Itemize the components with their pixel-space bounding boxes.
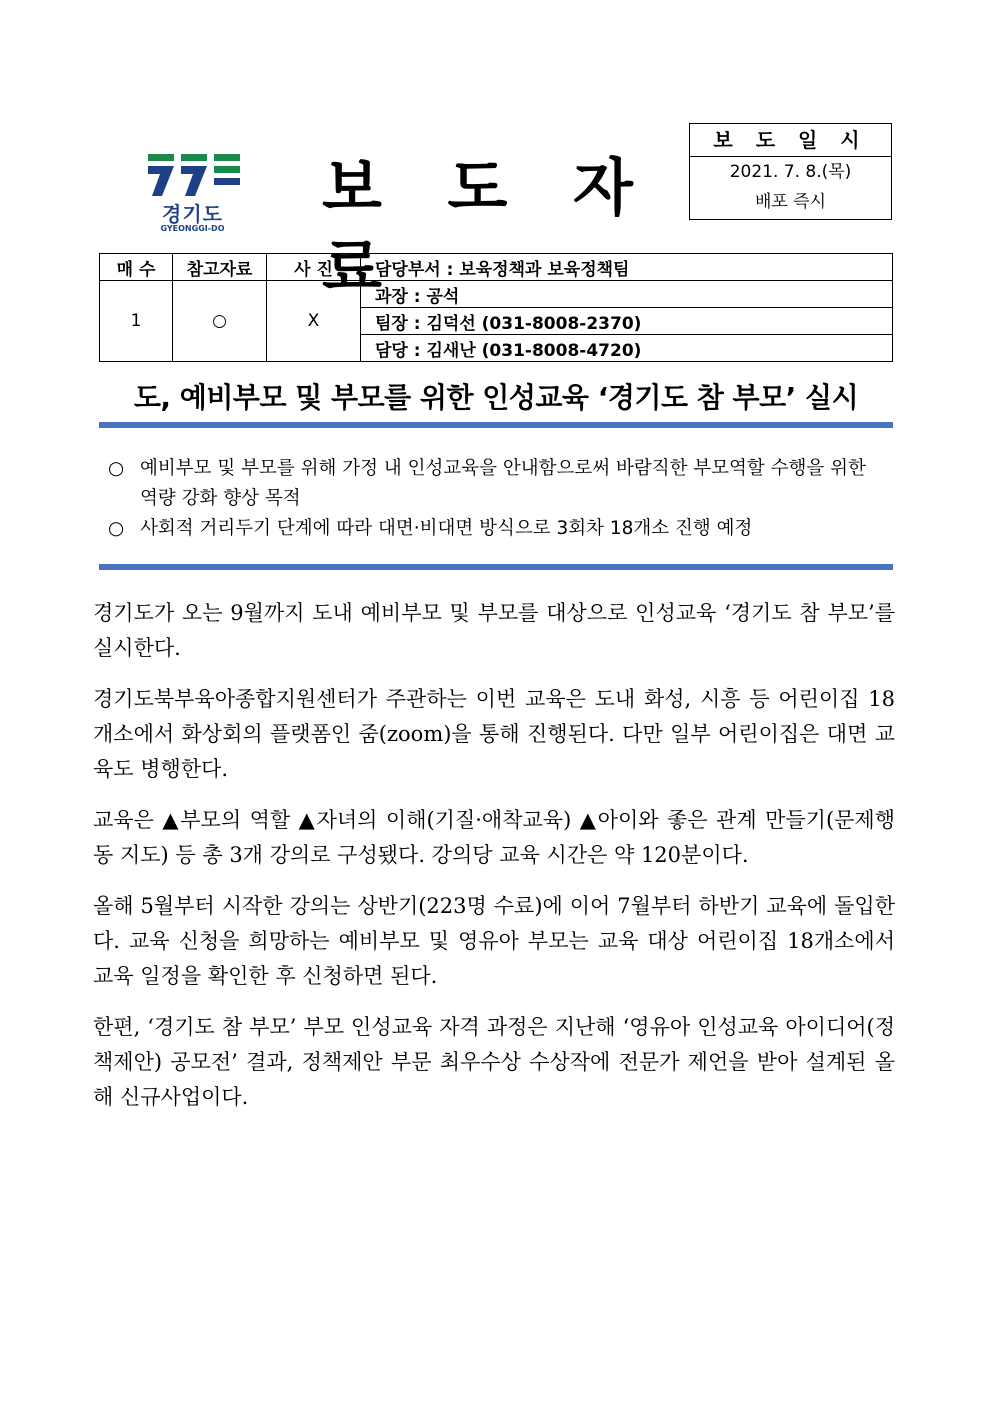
summary-text: 예비부모 및 부모를 위해 가정 내 인성교육을 안내함으로써 바람직한 부모역할 수행을 위한 역량 강화 향상 목적 bbox=[140, 458, 866, 509]
director: 과장 : 공석 bbox=[361, 281, 893, 308]
release-date-box bbox=[689, 123, 892, 220]
body-paragraph: 올해 5월부터 시작한 강의는 상반기(223명 수료)에 이어 7월부터 하반기 교육에 돌입한다. 교육 신청을 희망하는 예비부모 및 영유아 부모는 교육 대상 어린이집 18개소에서 교육 일정을 확인한 후 신청하면 된다. bbox=[93, 894, 895, 988]
staff-contact: 담당 : 김새난 (031-8008-4720) bbox=[361, 335, 893, 362]
document-title: 보 도 자 료 bbox=[322, 151, 655, 304]
header-attachments: 참고자료 bbox=[173, 254, 267, 281]
logo-subtext: GYEONGGI-DO bbox=[160, 224, 225, 233]
summary-item bbox=[108, 514, 888, 544]
body-paragraph: 경기도북부육아종합지원센터가 주관하는 이번 교육은 도내 화성, 시흥 등 어린이집 18개소에서 화상회의 플랫폼인 줌(zoom)을 통해 진행된다. 다만 일부 어린이집은 대면 교육도 병행한다. bbox=[93, 687, 895, 781]
team-leader: 팀장 : 김덕선 (031-8008-2370) bbox=[361, 308, 893, 335]
release-header: 보 도 일 시 bbox=[690, 124, 891, 157]
release-date: 2021. 7. 8.(목) bbox=[729, 162, 852, 182]
summary-list bbox=[108, 454, 888, 544]
bullet-circle-icon: ○ bbox=[108, 518, 125, 539]
info-table bbox=[99, 253, 893, 362]
bullet-circle-icon: ○ bbox=[108, 458, 125, 479]
body-paragraph: 경기도가 오는 9월까지 도내 예비부모 및 부모를 대상으로 인성교육 ‘경기도 참 부모’를 실시한다. bbox=[93, 601, 895, 660]
divider-top bbox=[99, 422, 893, 428]
summary-item bbox=[108, 454, 888, 514]
value-photos: X bbox=[267, 281, 361, 362]
logo-text: 경기도 bbox=[162, 202, 223, 226]
body-paragraph: 한편, ‘경기도 참 부모’ 부모 인성교육 자격 과정은 지난해 ‘영유아 인성교육 아이디어(정책제안) 공모전’ 결과, 정책제안 부문 최우수상 수상작에 전문가 제언을 받아 설계된 올해 신규사업이다. bbox=[93, 1015, 895, 1109]
summary-text: 사회적 거리두기 단계에 따라 대면·비대면 방식으로 3회차 18개소 진행 예정 bbox=[140, 518, 753, 539]
header-photos: 사 진 bbox=[267, 254, 361, 281]
body-paragraph: 교육은 ▲부모의 역할 ▲자녀의 이해(기질·애착교육) ▲아이와 좋은 관계 만들기(문제행동 지도) 등 총 3개 강의로 구성됐다. 강의당 교육 시간은 약 120분이다. bbox=[93, 808, 895, 867]
header-pages: 매 수 bbox=[100, 254, 173, 281]
value-pages: 1 bbox=[100, 281, 173, 362]
release-note: 배포 즉시 bbox=[754, 192, 827, 212]
department: 담당부서 : 보육정책과 보육정책팀 bbox=[361, 254, 893, 281]
divider-bottom bbox=[99, 564, 893, 570]
headline: 도, 예비부모 및 부모를 위한 인성교육 ‘경기도 참 부모’ 실시 bbox=[133, 381, 859, 414]
article-body bbox=[93, 596, 895, 1131]
value-attachments: ○ bbox=[173, 281, 267, 362]
